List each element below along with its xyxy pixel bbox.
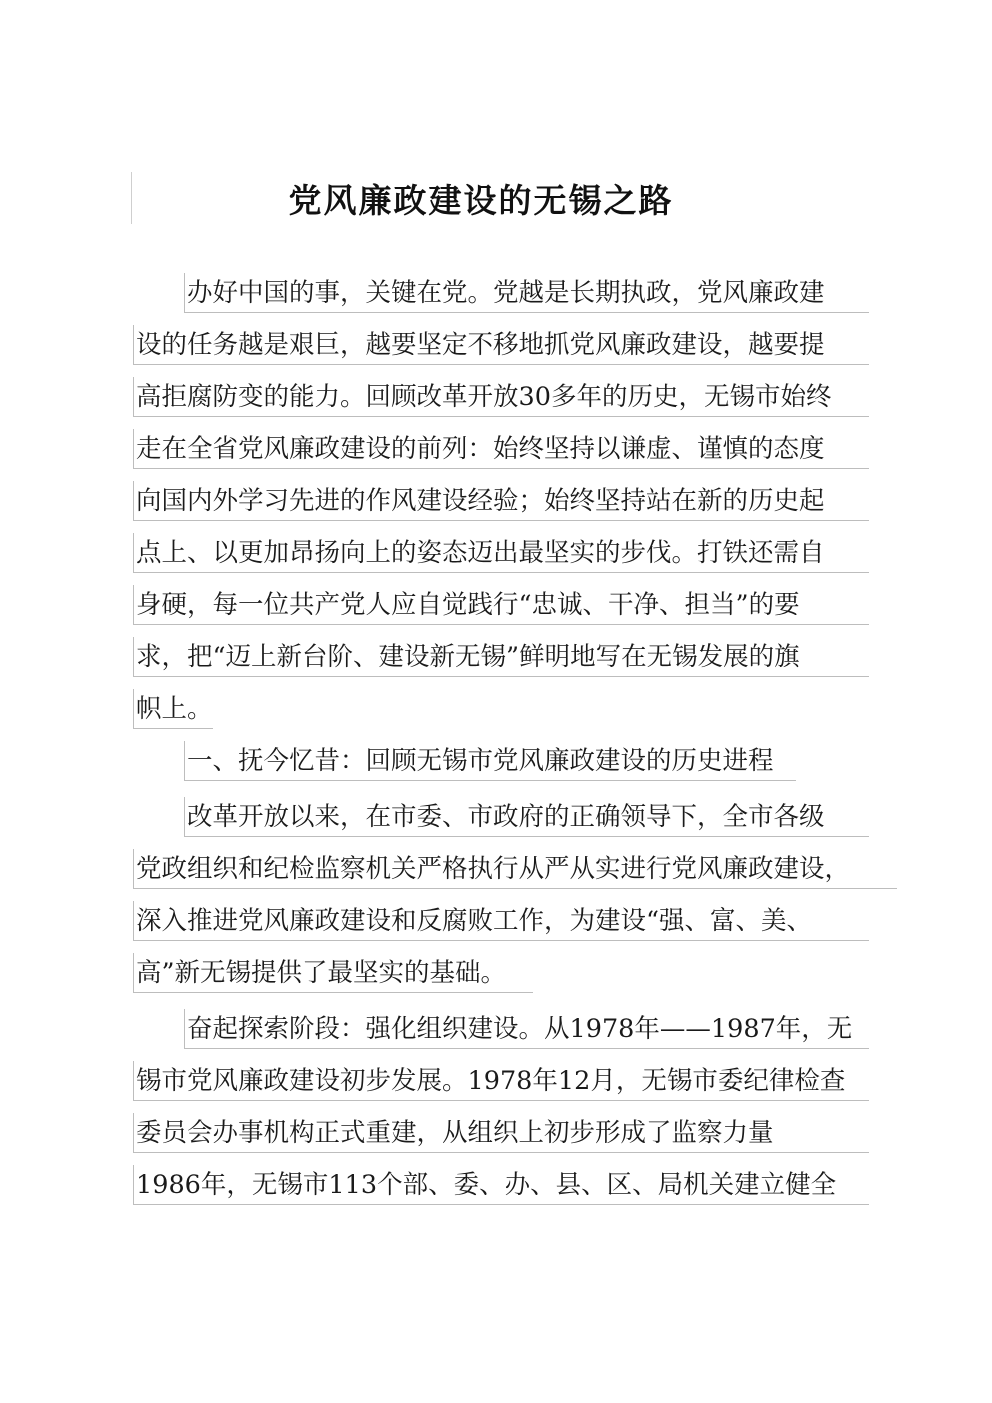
text-line: 向国内外学习先进的作风建设经验；始终坚持站在新的历史起 — [133, 481, 869, 521]
text-line: 党政组织和纪检监察机关严格执行从严从实进行党风廉政建设， — [133, 849, 897, 889]
text-line: 高”新无锡提供了最坚实的基础。 — [133, 953, 533, 993]
text-line: 求，把“迈上新台阶、建设新无锡”鲜明地写在无锡发展的旗 — [133, 637, 869, 677]
document-title: 党风廉政建设的无锡之路 — [288, 181, 674, 220]
text-line: 走在全省党风廉政建设的前列：始终坚持以谦虚、谨慎的态度 — [133, 429, 869, 469]
text-line: 1986年，无锡市113个部、委、办、县、区、局机关建立健全 — [133, 1165, 869, 1205]
text-line: 深入推进党风廉政建设和反腐败工作，为建设“强、富、美、 — [133, 901, 869, 941]
text-line: 办好中国的事，关键在党。党越是长期执政，党风廉政建 — [184, 273, 869, 313]
section-heading: 一、抚今忆昔：回顾无锡市党风廉政建设的历史进程 — [184, 741, 796, 781]
text-line: 委员会办事机构正式重建，从组织上初步形成了监察力量 — [133, 1113, 869, 1153]
text-line: 改革开放以来，在市委、市政府的正确领导下，全市各级 — [184, 797, 869, 837]
text-line: 锡市党风廉政建设初步发展。1978年12月，无锡市委纪律检查 — [133, 1061, 869, 1101]
text-line: 身硬，每一位共产党人应自觉践行“忠诚、干净、担当”的要 — [133, 585, 869, 625]
text-line: 高拒腐防变的能力。回顾改革开放30多年的历史，无锡市始终 — [133, 377, 869, 417]
text-line: 奋起探索阶段：强化组织建设。从1978年——1987年，无 — [184, 1009, 869, 1049]
text-line: 点上、以更加昂扬向上的姿态迈出最坚实的步伐。打铁还需自 — [133, 533, 869, 573]
text-line: 设的任务越是艰巨，越要坚定不移地抓党风廉政建设，越要提 — [133, 325, 869, 365]
text-line: 帜上。 — [133, 689, 213, 729]
